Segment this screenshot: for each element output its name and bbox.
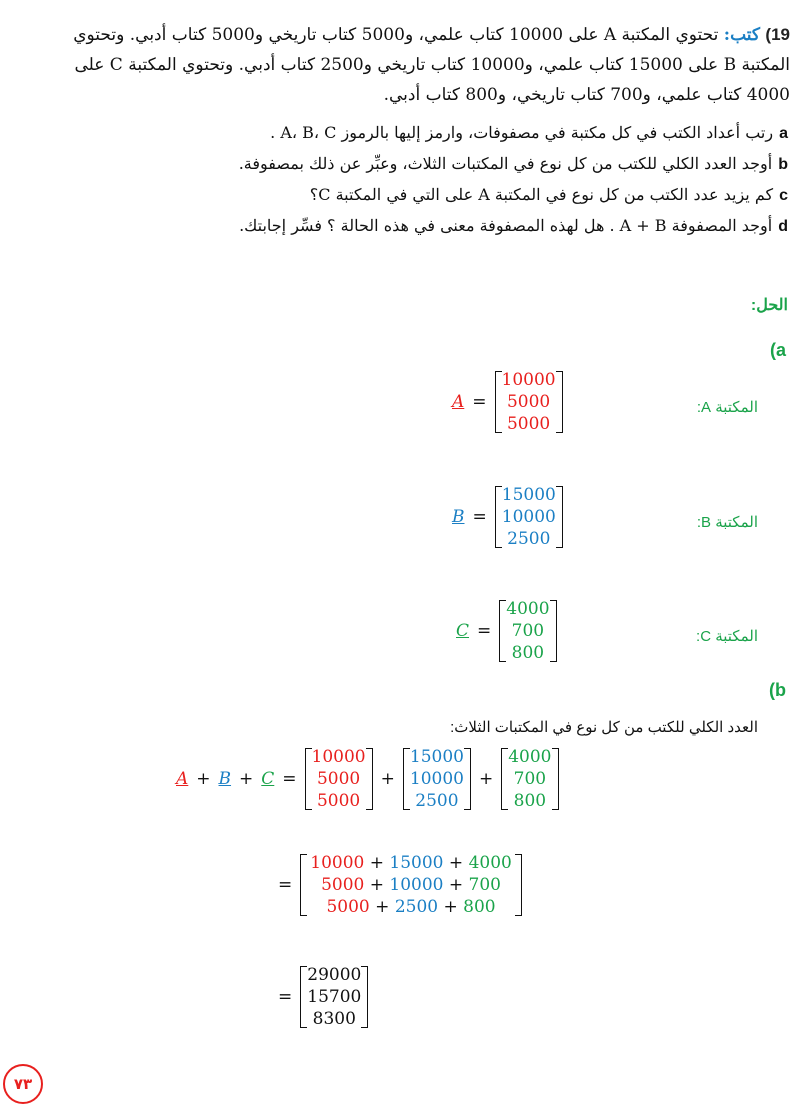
library-c-label: المكتبة C:: [696, 628, 758, 645]
matrix-c-value: 4000: [506, 599, 550, 619]
result-matrix: = 29000 15700 8300: [270, 964, 368, 1030]
total-caption: العدد الكلي للكتب من كل نوع في المكتبات الثلاث:: [450, 719, 758, 736]
matrix-c: C = 4000 700 800: [456, 598, 557, 664]
matrix-a-symbol: A: [452, 392, 465, 412]
matrix-b-value: 2500: [507, 529, 551, 549]
matrix-c-value: 700: [511, 621, 545, 641]
part-a-label: (a: [769, 340, 786, 360]
result-value: 8300: [312, 1009, 356, 1029]
part-b-label: (b: [769, 680, 786, 700]
expanded-sum: = 10000 + 15000 + 4000 5000 + 10000 + 700 5000 + 2500 + 800: [270, 852, 522, 918]
solution-heading: الحل:: [750, 297, 788, 314]
part-c-question: cكم يزيد عدد الكتب من كل نوع في المكتبة A على التي في المكتبة C؟: [309, 185, 788, 204]
sum-symbol-b: B: [218, 769, 232, 789]
matrix-b: B = 15000 10000 2500: [452, 484, 563, 550]
matrix-a-value: 5000: [506, 392, 551, 412]
sum-symbol-a: A: [176, 769, 189, 789]
sub-questions: [28, 118, 788, 242]
library-b-label: المكتبة B:: [696, 514, 758, 531]
problem-line-3: 4000 كتاب علمي، و700 كتاب تاريخي، و800 كتاب أدبي.: [383, 85, 790, 105]
page-number: ٧٣: [3, 1064, 43, 1104]
part-d-question: dأوجد المصفوفة A + B . هل لهذه المصفوفة معنى في هذه الحالة ؟ فسِّر إجابتك.: [239, 216, 788, 235]
part-a-question: aرتب أعداد الكتب في كل مكتبة في مصفوفات، وارمز إليها بالرموز A، B، C .: [270, 123, 788, 142]
matrix-c-symbol: C: [456, 621, 470, 641]
matrix-b-value: 15000: [501, 485, 556, 505]
matrix-a-value: 10000: [501, 370, 556, 390]
matrix-c-value: 800: [511, 643, 545, 663]
problem-keyword: كتب:: [723, 25, 760, 45]
problem-line-1: 19) كتب: تحتوي المكتبة A على 10000 كتاب علمي، و5000 كتاب تاريخي و5000 كتاب أدبي. وتحتوي: [73, 25, 790, 45]
part-b-question: bأوجد العدد الكلي للكتب من كل نوع في المكتبات الثلاث، وعبِّر عن ذلك بمصفوفة.: [238, 154, 788, 173]
problem-line-2: المكتبة B على 15000 كتاب علمي، و10000 كتاب تاريخي و2500 كتاب أدبي. وتحتوي المكتبة C على: [74, 55, 790, 75]
matrix-a: A = 10000 5000 5000: [452, 369, 563, 435]
sum-symbol-c: C: [261, 769, 275, 789]
matrix-b-symbol: B: [452, 507, 465, 527]
result-value: 29000: [307, 965, 362, 985]
result-value: 15700: [307, 987, 362, 1007]
problem-statement: [10, 20, 790, 110]
matrix-a-value: 5000: [506, 414, 551, 434]
problem-number: 19: [771, 25, 790, 44]
sum-equation: A + B + C = 10000 5000 5000 + 15000 10000 2500 + 4000 700 800: [176, 746, 559, 812]
sum-row: 5000 + 10000 + 700: [321, 875, 501, 895]
sum-row: 10000 + 15000 + 4000: [310, 853, 512, 873]
library-a-label: المكتبة A:: [696, 399, 758, 416]
matrix-b-value: 10000: [501, 507, 556, 527]
sum-row: 5000 + 2500 + 800: [326, 897, 496, 917]
